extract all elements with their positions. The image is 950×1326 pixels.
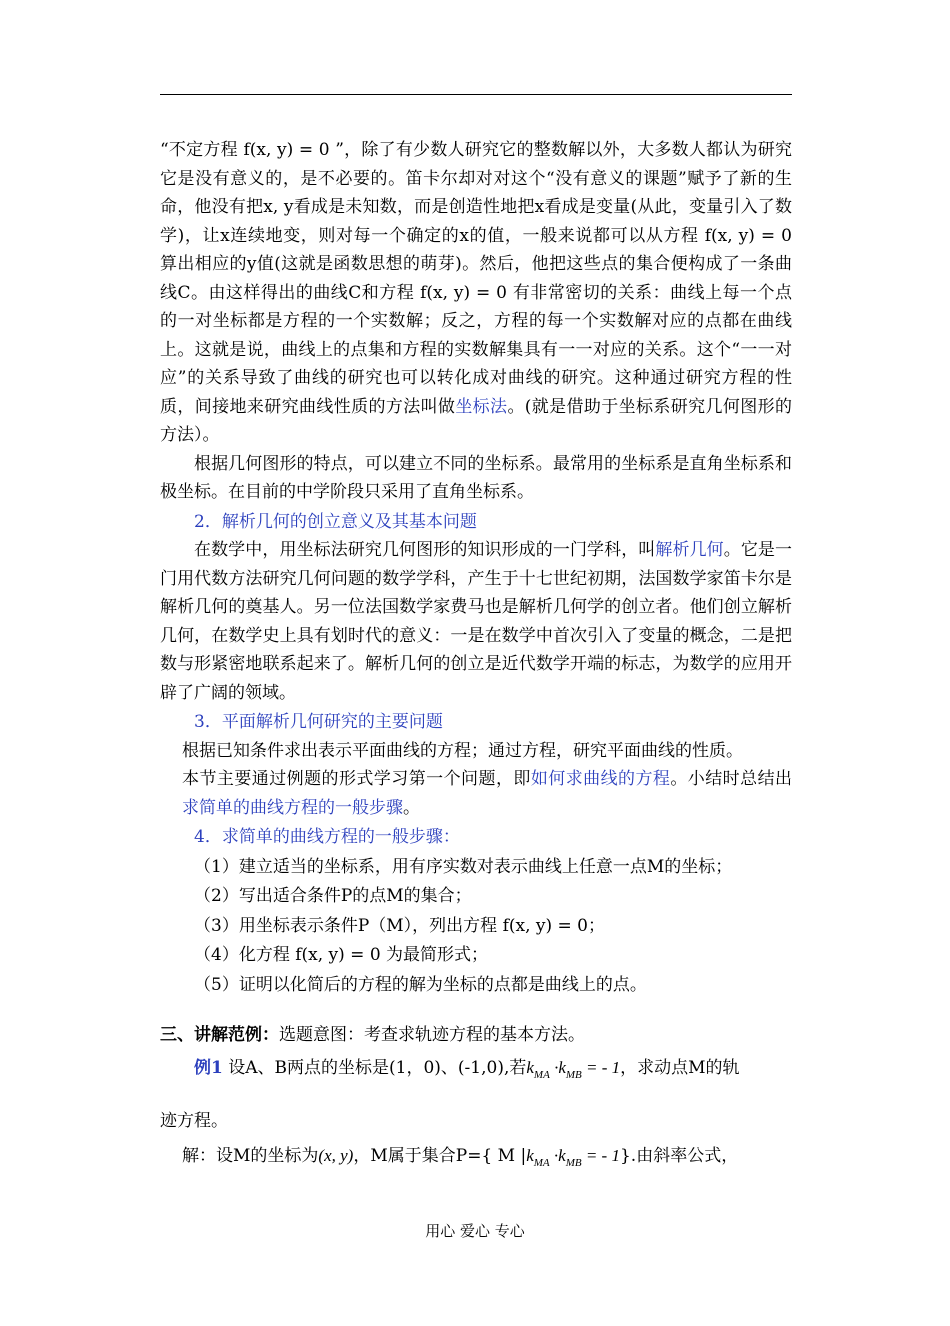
step-4: （4）化方程 f(x, y) = 0 为最简形式； (194, 945, 489, 965)
paragraph-analytic-geometry (160, 536, 792, 707)
paragraph-text-tail: 。它是一门用代数方法研究几何问题的数学学科，产生于十七世纪初期，法国数学家笛卡尔是解析几何的奠基人。另一位法国数学家费马也是解析几何学的创立者。他们创立解析几何，在数学史上具有划时代的意义：一是在数学中首次引入了变量的概念，二是把数与形紧密地联系起来了。解析几何的创立是近代数学开端的标志，为数学的应用开辟了广阔的领域。 (160, 540, 793, 703)
heading-3: 3．平面解析几何研究的主要问题 (194, 712, 443, 732)
solution-text: ，M属于集合P={ M | (353, 1145, 527, 1166)
example-1 (160, 1054, 792, 1090)
subscript-ma: MA (533, 1068, 550, 1081)
example-text-tail: ，求动点M的轨 (620, 1057, 740, 1078)
subscript-mb: MB (565, 1068, 582, 1081)
paragraph-text: “不定方程 f(x, y) = 0 ”，除了有少数人研究它的整数解以外，大多数人都认为研究它是没有意义的，是不必要的。笛卡尔却对对这个“没有意义的课题”赋予了新的生命，他没有把x, y看成是未知数，而是创造性地把x看成是变量(从此，变量引入了数学)，让x连续地变，则对每一个确定的x的值，一般来说都可以从方程 f(x, y) = 0 算出相应的y值(这就是函数思想的萌芽)。然后，他把这些点的集合便构成了一条曲线C。由这样得出的曲线C和方程 f(x, y) = 0 有非常密切的关系：曲线上每一个点的一对坐标都是方程的一个实数解；反之，方程的每一个实数解对应的点都在曲线上。这就是说，曲线上的点集和方程的实数解集具有一一对应的关系。这个“一一对应”的关系导致了曲线的研究也可以转化成对曲线的研究。这种通过研究方程的性质，间接地来研究曲线性质的方法叫做 (160, 140, 792, 417)
slope-product-formula (526, 1057, 621, 1081)
symbol-k: k (526, 1057, 534, 1077)
page-footer: 用心 爱心 专心 (425, 1222, 525, 1240)
paragraph-text-tail: 。(就是借助于坐标系研究几何图形的方法）。 (160, 396, 793, 445)
symbol-k: k (526, 1145, 534, 1165)
paragraph-coordinate-method (160, 136, 792, 450)
paragraph-text: 。 (403, 797, 420, 818)
symbol-equals: = - 1 (581, 1057, 621, 1077)
step-2: （2）写出适合条件P的点M的集合； (194, 886, 472, 906)
term-coordinate-method: 坐标法 (455, 396, 508, 417)
coordinate-xy: (x, y) (318, 1145, 354, 1165)
paragraph-text: 在数学中，用坐标法研究几何图形的知识形成的一门学科，叫 (194, 540, 656, 560)
solution-text-tail: }.由斜率公式， (619, 1145, 739, 1166)
subscript-ma: MA (533, 1156, 550, 1169)
symbol-dot-k: ·k (549, 1057, 566, 1077)
symbol-dot-k: ·k (549, 1145, 566, 1165)
step-3: （3）用坐标表示条件P（M），列出方程 f(x, y) = 0； (194, 915, 605, 936)
section-title: 三、讲解范例： (160, 1025, 279, 1045)
example-label: 例1 (194, 1057, 223, 1078)
paragraph-text: 本节主要通过例题的形式学习第一个问题，即 (182, 769, 531, 789)
section-3-heading (160, 1021, 792, 1050)
example-text: 设A、B两点的坐标是(1，0)、(-1,0),若 (222, 1057, 527, 1078)
subscript-mb: MB (565, 1156, 582, 1169)
step-1: （1）建立适当的坐标系，用有序实数对表示曲线上任意一点M的坐标； (194, 856, 733, 877)
symbol-equals: = - 1 (581, 1145, 620, 1165)
header-rule (160, 94, 792, 95)
heading-4: 4．求简单的曲线方程的一般步骤： (194, 827, 460, 847)
term-general-steps: 求简单的曲线方程的一般步骤 (182, 797, 403, 818)
step-5: （5）证明以化简后的方程的解为坐标的点都是曲线上的点。 (194, 974, 647, 995)
solution-line (160, 1142, 792, 1178)
paragraph-coordinate-systems: 根据几何图形的特点，可以建立不同的坐标系。最常用的坐标系是直角坐标系和极坐标。在目前的中学阶段只采用了直角坐标系。 (160, 453, 792, 502)
paragraph-text: 。小结时总结出 (670, 769, 793, 789)
term-find-curve-equation: 如何求曲线的方程 (530, 769, 671, 789)
example-1-continued: 迹方程。 (160, 1111, 228, 1131)
slope-product-formula (526, 1145, 620, 1169)
paragraph-section-intro (160, 765, 792, 822)
heading-2: 2．解析几何的创立意义及其基本问题 (194, 511, 477, 532)
paragraph-main-problems: 根据已知条件求出表示平面曲线的方程；通过方程，研究平面曲线的性质。 (182, 740, 743, 761)
document-body (160, 136, 792, 1177)
term-analytic-geometry: 解析几何 (655, 540, 724, 560)
section-subtitle: 选题意图：考查求轨迹方程的基本方法。 (279, 1025, 585, 1045)
solution-text: 解：设M的坐标为 (182, 1145, 319, 1166)
